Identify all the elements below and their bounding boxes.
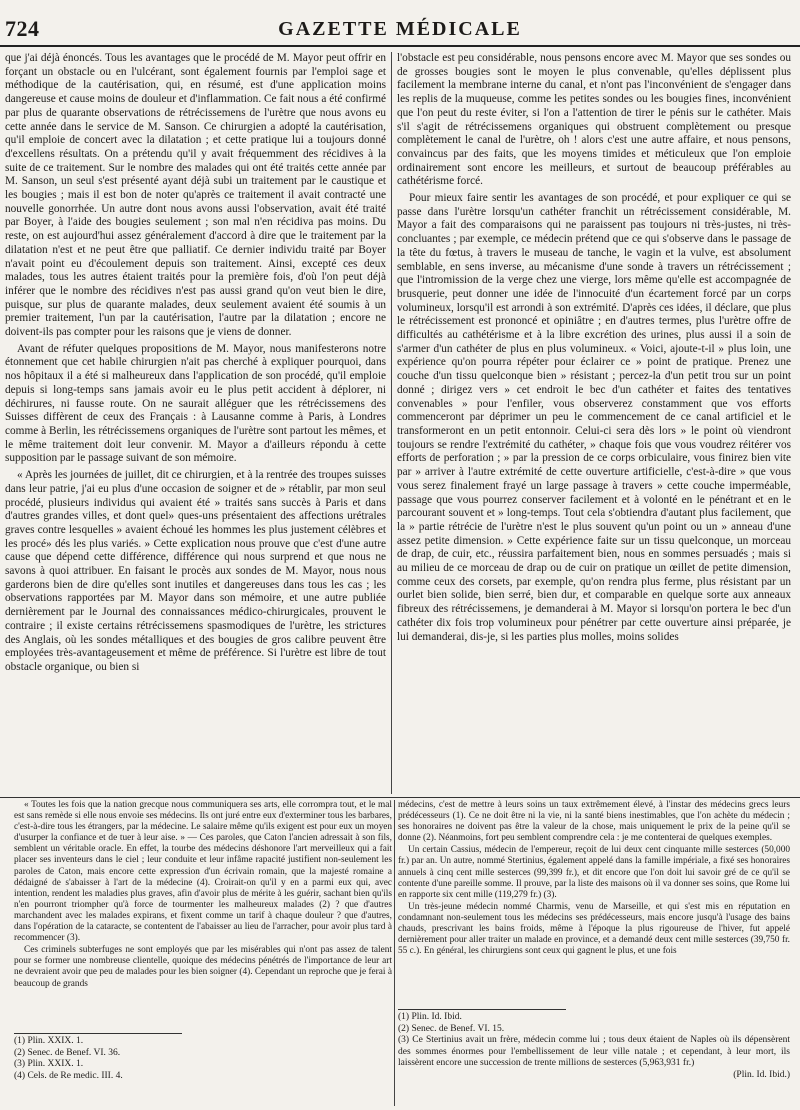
main-column-right: [397, 52, 791, 794]
paragraph: Pour mieux faire sentir les avantages de son procédé, et pour expliquer ce qui se passe dans l'urètre lorsqu'un cathéter franchit un rétrécissement considérable, M. Mayor a fait des comparaisons qui ne paraissent pas toujours ni très-justes, ni très-concluantes ; par exemple, ce médecin prétend que ce qui s'observe dans le passage de la tête du fœtus, à travers le museau de tanche, le vagin et la vulve, est absolument semblable, en sens inverse, au mécanisme d'une sonde à travers un rétrécissement ; que l'intromission de la verge chez une vierge, lors même qu'elle est accompagnée de brusquerie, peut donner une idée de l'innocuité d'un écartement forcé par un corps volumineux, lorsqu'il est arrondi à son extrémité. D'après ces idées, il déclare, que plus le rétrécissement est prononcé et opiniâtre ; en d'autres termes, plus l'urètre offre de difficultés au cathétérisme et à la libre excrétion des urines, plus aussi il a soin de s'armer d'un cathéter de plus en plus volumineux. « Voici, ajoute-t-il » plus loin, une expérience qu'on pourra répéter pour éclairer ce » point de pratique. Prenez une couche d'un tissu quelconque bien » résistant ; percez-la d'un petit trou sur un point donné ; dirigez vers » cet endroit le bec d'un cathéter et faites des tentatives convenables » pour l'enfiler, vous observerez constamment que vos efforts commenceront par déprimer un peu le commencement de ce canal artificiel et le transformeront en un petit entonnoir. Celui-ci sera dès lors » le point où viendront toujours se rendre l'extrémité du cathéter, » chaque fois que vous voudrez réitérer vos efforts de perforation ; » par la pression de ce corps orbiculaire, vous finirez bien vite par » arriver à l'autre extrémité de cette ouverture artificielle, c'est-à-dire » que vous vous serez finalement frayé un large passage à travers » cette couche imperméable, passage que vous pourrez conserver facilement et à volonté en le pénétrant et en le parcourant souvent et » long-temps. Tout cela s'obtiendra d'autant plus facilement, que la » partie rétrécie de l'urètre n'est le plus souvent qu'un point ou un » anneau d'une assez petite dimension. » Cette expérience faite sur un tissu quelconque, un morceau de drap, de cuir, etc., réussira parfaitement bien, nous en sommes persuadés ; mais si au milieu de ce morceau de drap ou de cuir on pratique un œillet de petite dimension, comme ceux des corsets, par exemple, qu'on rendra plus ferme, plus résistant par un ourlet bien solide, bien serré, bien dur, et comparable en quelque sorte aux anneaux fibreux des rétrécissemens, je demanderai à M. Mayor si lorsqu'on portera le bec d'un cathéter dix fois trop volumineux pour pénétrer par cette ouverture ainsi préparée, je lui demanderai, dis-je, si les parties plus molles, moins solides: [397, 192, 791, 643]
footnote: (3) Ce Stertinius avait un frère, médecin comme lui ; tous deux étaient de Naples où ils dépensèrent des sommes énormes pour l'embellissement de leur ville natale ; et cependant, à leur mort, ils laissèrent encore une succession de trente millions de sesterces (5,963,931 fr.): [398, 1035, 790, 1069]
footnotes-left: [14, 1036, 384, 1082]
paragraph: Ces criminels subterfuges ne sont employés que par les misérables qui n'ont pas assez de talent pour se former une nombreuse clientelle, quoique des médecins pénétrés de l'importance de leur art ne devraient avoir que peu de malades pour les bien soigner (4). Cependant un reproche que je ferai à beaucoup de grands: [14, 945, 392, 989]
paragraph: Un très-jeune médecin nommé Charmis, venu de Marseille, et qui s'est mis en réputation en condamnant non-seulement tous les médecins ses prédécesseurs, mais encore jusqu'à l'usage des bains chauds, prescrivant les bains froids, même à l'époque la plus rigoureuse de l'hiver, fut appelé dernièrement pour aller traiter un malade en province, et a demandé deux cent mille sesterces (39,750 fr. 55 c.). En général, les chirurgiens sont ceux qui gagnent le plus, et une fois: [398, 901, 790, 957]
paragraph: Avant de réfuter quelques propositions de M. Mayor, nous manifesterons notre étonnement que cet habile chirurgien n'ait pas cherché à expliquer pourquoi, dans nos hôpitaux il a été si malheureux dans l'application de son procédé, qu'il emploie depuis si long-temps sans jamais avoir eu le plus petit accident à déplorer, ni déchirures, ni fausse route. On ne saurait alléguer que les rétrécissemens des Suisses diffèrent de ceux des Français : à Lausanne comme à Paris, à Londres comme à Berlin, les rétrécissemens organiques de l'urètre sont partout les mêmes, et le même traitement doit leur convenir. M. Mayor a d'ailleurs répondu à cette supposition par le passage suivant de son mémoire.: [5, 342, 386, 465]
paragraph: l'obstacle est peu considérable, nous pensons encore avec M. Mayor que ses sondes ou de grosses bougies sont le moyen le plus convenable, qu'elles déplissent plus facilement la membrane interne du canal, et n'ont pas l'inconvénient de s'engager dans les replis de la muqueuse, comme les petites sondes ou les bougies fines, inconvénient que l'on peut du reste éviter, si l'on a l'attention de tirer le pénis sur le cathéter. Mais s'il s'agit de rétrécissemens organiques qui obstruent complètement ou presque complètement le canal de l'urètre, oh ! alors c'est une autre affaire, et nous pensons, convaincus par des faits, que les moyens timides et méticuleux que l'on emploie ordinairement sont encore les meilleurs, et surtout de beaucoup préférables au cathétérisme forcé.: [397, 52, 791, 188]
paragraph: que j'ai déjà énoncés. Tous les avantages que le procédé de M. Mayor peut offrir en forçant un obstacle ou en l'ulcérant, sont également fournis par l'emploi sage et méthodique de la cautérisation, qui, en résumé, est d'une application moins dangereuse et cause moins de douleur et d'inflammation. Ce fait nous a été confirmé par plus de quarante observations de rétrécissemens de l'urètre que nous avons eu cette année dans le service de M. Sanson. Ce chirurgien a adopté la cautérisation, qu'il emploie de concert avec la dilatation ; et cette pratique lui a toujours donné d'excellens résultats. On a prétendu qu'il y avait fréquemment des récidives à la suite de ce traitement. Sur le nombre des malades qui ont été traités cette année par M. Sanson, un seul s'est présenté ayant déjà subi un traitement par le caustique et les bougies ; mais il est bon de noter qu'après ce traitement il avait contracté une nouvelle gonorrhée. Un autre dont nous avons aussi l'observation, avait été traité par Boyer, à l'aide des bougies seulement ; son mal n'en récidiva pas moins. Du reste, on est aujourd'hui assez généralement d'accord à dire que le traitement par la dilatation n'est et ne peut être que palliatif. Ce dernier individu traité par Boyer n'avait point eu d'écoulement depuis son traitement. Ainsi, excepté ces deux malades, tous les autres étaient traités pour la première fois, d'où l'on peut déjà inférer que le nombre des récidives n'est pas aussi grand qu'on veut bien le dire, puisque, sur plus de quarante malades, deux seulement avaient été soumis à un premier traitement, l'un par la cautérisation, l'autre par la dilatation ; encore ne doivent-ils pas compter pour les raisons que je viens de donner.: [5, 52, 386, 339]
paragraph: médecins, c'est de mettre à leurs soins un taux extrêmement élevé, à l'instar des médecins grecs leurs prédécesseurs (1). Ce ne doit être ni la vie, ni la santé biens inestimables, que l'on achète du médecin ; ses honoraires ne doivent pas être la valeur de la chose, mais uniquement le prix de la peine qu'il se donne (2). Néanmoins, fort peu semblent comprendre cela : je me contenterai de quelques exemples.: [398, 800, 790, 844]
feuilleton-column-left: [14, 800, 392, 1026]
column-divider: [391, 52, 392, 794]
header-rule: [0, 45, 800, 47]
footnote: (2) Senec. de Benef. VI. 36.: [14, 1047, 121, 1058]
notes-rule: [14, 1033, 182, 1034]
footer-column-divider: [394, 800, 395, 1106]
page-number: 724: [5, 16, 40, 41]
feuilleton-column-right: [398, 800, 790, 1026]
footnote: (3) Plin. XXIX. 1.: [14, 1059, 84, 1070]
main-column-left: [5, 52, 386, 794]
publication-title: GAZETTE MÉDICALE: [278, 18, 522, 40]
footnotes-right: [398, 1012, 790, 1082]
notes-rule: [398, 1009, 566, 1010]
paragraph: « Toutes les fois que la nation grecque nous communiquera ses arts, elle corrompra tout, et le mal est sans remède si elle nous envoie ses médecins. Ils ont juré entre eux d'exterminer tous les barbares, c'est-à-dire tous les étrangers, par la médecine. Le salaire même qu'ils exigent est pour eux un moyen d'usurper la confiance et de tuer à leur aise. » — Ces paroles, que Caton l'ancien adressait à son fils, semblent un véritable oracle. En effet, la tourbe des médecins déshonore l'art merveilleux qui a fait placer ses inventeurs dans le ciel ; leur conduite et leur infâme rapacité justifient non-seulement les paroles de Caton, mais encore cette expression d'un écrivain romain, que la majesté romaine a dédaigné de s'abaisser à l'art de la médecine (4). Croirait-on qu'il y en a parmi eux qui, avec intention, rendent les maladies plus graves, afin d'avoir plus de mérite à les guérir, sachant bien qu'ils n'en pourront triompher qu'à force de tourmenter les malheureux malades (2) ? que d'autres marchandent avec les malades expirans, et fixent comme un tarif à chaque douleur ? que d'autres, dans l'opération de la cataracte, se contentent de l'abaisser au lieu de l'arracher, pour avoir plus tard à recommencer (3).: [14, 800, 392, 944]
footnote-citation: (Plin. Id. Ibid.): [733, 1069, 790, 1080]
footer-rule: [0, 797, 800, 798]
paragraph: Un certain Cassius, médecin de l'empereur, reçoit de lui deux cent cinquante mille sesterces (50,000 fr.) par an. Un autre, nommé Stertinius, également appelé dans la famille impériale, a fixé ses honoraires annuels à cinq cent mille sesterces (99,399 fr.), et dit encore que l'on doit lui savoir gré de ce qu'il se contente d'une pareille somme. Il prouve, par la liste des maisons où il va donner ses soins, que Rome lui en rapporte six cent mille (119,279 fr.) (3).: [398, 845, 790, 900]
footnote: (1) Plin. Id. Ibid.: [398, 1012, 462, 1022]
footnote: (2) Senec. de Benef. VI. 15.: [398, 1023, 505, 1034]
page-header: [0, 8, 800, 48]
footnote: (1) Plin. XXIX. 1.: [14, 1036, 84, 1046]
paragraph: « Après les journées de juillet, dit ce chirurgien, et à la rentrée des troupes suisses dans leur patrie, j'ai eu plus d'une occasion de soigner et de » rétablir, par mon seul procédé, plusieurs individus qui avaient été » traités sans succès à Paris et dans d'autres grandes villes, et dont quel» ques-uns présentaient des affections urétrales graves contre lesquelles » avaient échoué les hommes les plus justement célèbres et les procé» dés les plus variés. » Cette explication nous prouve que c'est d'une autre cause que dépend cette différence, différence qui nous surprend et que nous ne savons à quoi attribuer. En faisant le procès aux sondes de M. Mayor, nous nous garderons bien de dire qu'elles sont inutiles et dangereuses dans tous les cas ; les observations rapportées par M. Mayor dans son mémoire, et une autre publiée dernièrement par le Journal des connaissances médico-chirurgicales, prouvent le contraire ; il existe certains rétrécissemens spasmodiques de l'urètre, les strictures des Anglais, où les sondes métalliques et des bougies de gros calibre peuvent être employées très-avantageusement et même de préférence. Si l'urètre est libre de tout obstacle organique, ou bien si: [5, 469, 386, 673]
footnote: (4) Cels. de Re medic. III. 4.: [14, 1070, 123, 1081]
